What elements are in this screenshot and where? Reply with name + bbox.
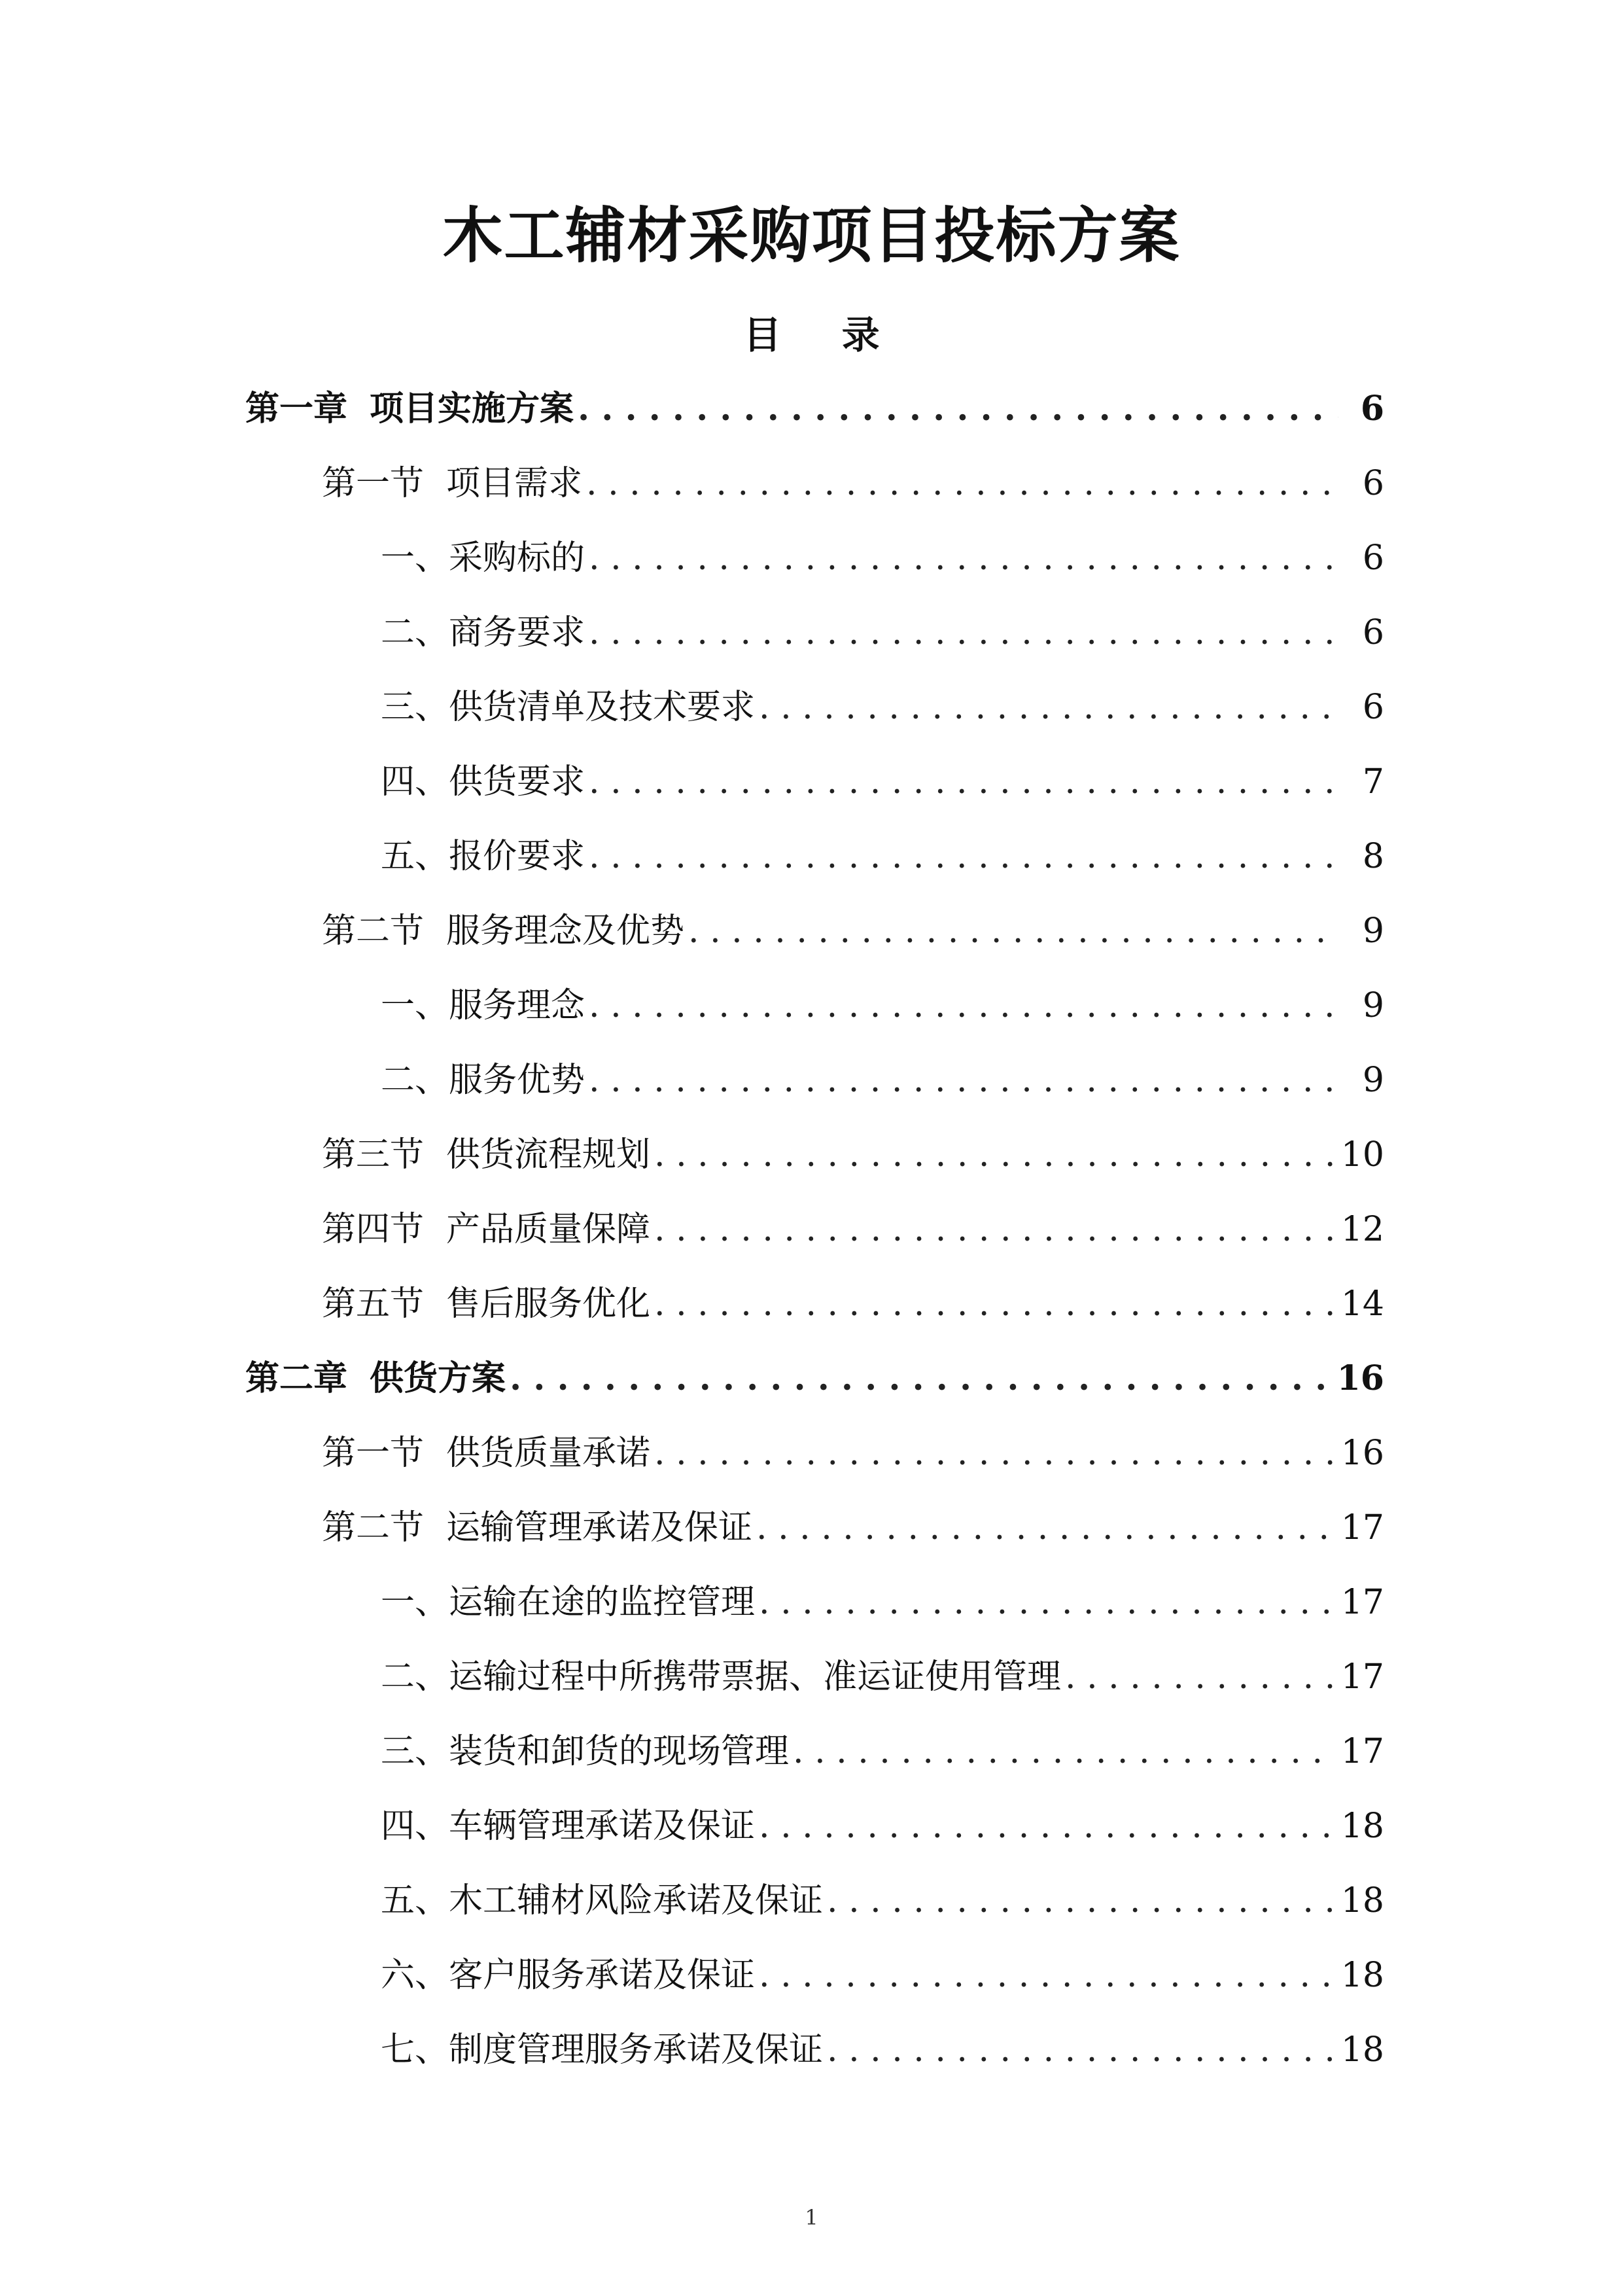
toc-dot-leader xyxy=(1065,1648,1335,1706)
page-number: 1 xyxy=(805,2205,818,2230)
toc-entry-page: 16 xyxy=(1336,1358,1384,1398)
toc-entry-number: 第四节 xyxy=(322,1210,425,1249)
toc-entry-page: 18 xyxy=(1340,1807,1384,1846)
toc-entry-title: 运输过程中所携带票据、准运证使用管理 xyxy=(449,1657,1062,1697)
toc-heading: 目 录 xyxy=(743,313,903,357)
toc-dot-leader xyxy=(654,1200,1335,1259)
toc-entry-title: 运输在途的监控管理 xyxy=(449,1583,756,1622)
toc-entry-title: 商务要求 xyxy=(449,613,585,652)
toc-entry-number: 第五节 xyxy=(322,1284,425,1324)
toc-entry-page: 9 xyxy=(1362,911,1384,951)
toc-entry-number: 五、 xyxy=(381,1881,449,1920)
toc-entry-number: 第一节 xyxy=(322,464,425,503)
toc-entry-page: 17 xyxy=(1340,1508,1384,1547)
toc-entry-number: 七、 xyxy=(381,2030,449,2070)
toc-dot-leader xyxy=(793,1722,1335,1781)
toc-dot-leader xyxy=(589,976,1338,1035)
toc-entry[interactable] xyxy=(381,1648,1384,1706)
toc-entry[interactable] xyxy=(381,1797,1384,1856)
toc-dot-leader xyxy=(827,2021,1335,2079)
toc-entry-title: 服务理念 xyxy=(449,986,585,1025)
toc-entry-page: 6 xyxy=(1362,613,1384,652)
toc-entry[interactable] xyxy=(245,1349,1384,1408)
toc-dot-leader xyxy=(756,1498,1335,1557)
toc-entry-page: 18 xyxy=(1340,2030,1384,2070)
toc-entry-title: 供货流程规划 xyxy=(446,1135,651,1174)
toc-entry[interactable] xyxy=(322,1424,1384,1483)
toc-dot-leader xyxy=(589,1051,1338,1110)
toc-dot-leader xyxy=(759,678,1338,737)
toc-entry[interactable] xyxy=(381,1871,1384,1930)
toc-entry[interactable] xyxy=(381,752,1384,811)
toc-dot-leader xyxy=(578,380,1338,438)
toc-entry-number: 第三节 xyxy=(322,1135,425,1174)
toc-dot-leader xyxy=(688,902,1338,961)
toc-entry[interactable] xyxy=(245,380,1384,438)
toc-dot-leader xyxy=(654,1275,1335,1333)
toc-entry-page: 6 xyxy=(1360,389,1384,429)
toc-dot-leader xyxy=(510,1349,1331,1408)
toc-entry-number: 三、 xyxy=(381,1732,449,1771)
toc-entry[interactable] xyxy=(381,1051,1384,1110)
toc-entry-page: 8 xyxy=(1362,837,1384,876)
toc-entry[interactable] xyxy=(381,827,1384,886)
toc-entry[interactable] xyxy=(322,454,1384,513)
toc-dot-leader xyxy=(589,827,1338,886)
toc-entry-title: 项目需求 xyxy=(446,464,583,503)
toc-dot-leader xyxy=(759,1946,1335,2005)
toc-entry-number: 四、 xyxy=(381,762,449,802)
toc-entry-title: 供货要求 xyxy=(449,762,585,802)
toc-entry-page: 6 xyxy=(1362,464,1384,503)
toc-entry[interactable] xyxy=(381,529,1384,588)
toc-entry[interactable] xyxy=(381,603,1384,662)
toc-entry-page: 18 xyxy=(1340,1956,1384,1995)
toc-entry-number: 第二节 xyxy=(322,1508,425,1547)
toc-entry[interactable] xyxy=(322,1498,1384,1557)
toc-entry[interactable] xyxy=(381,2021,1384,2079)
toc-entry-page: 14 xyxy=(1340,1284,1384,1324)
toc-entry-title: 装货和卸货的现场管理 xyxy=(449,1732,790,1771)
toc-entry-page: 9 xyxy=(1362,986,1384,1025)
toc-entry-title: 车辆管理承诺及保证 xyxy=(449,1807,756,1846)
toc-entry-page: 10 xyxy=(1340,1135,1384,1174)
toc-entry-number: 六、 xyxy=(381,1956,449,1995)
toc-dot-leader xyxy=(589,603,1338,662)
toc-dot-leader xyxy=(759,1573,1335,1632)
toc-entry-number: 一、 xyxy=(381,986,449,1025)
toc-entry-title: 售后服务优化 xyxy=(446,1284,651,1324)
toc-entry-title: 客户服务承诺及保证 xyxy=(449,1956,756,1995)
toc-entry-title: 产品质量保障 xyxy=(446,1210,651,1249)
toc-entry-number: 四、 xyxy=(381,1807,449,1846)
toc-entry-number: 第二章 xyxy=(245,1358,348,1398)
toc-entry-title: 木工辅材风险承诺及保证 xyxy=(449,1881,824,1920)
document-title: 木工辅材采购项目投标方案 xyxy=(442,200,1181,271)
toc-entry-title: 报价要求 xyxy=(449,837,585,876)
toc-entry-page: 7 xyxy=(1362,762,1384,802)
toc-entry-number: 一、 xyxy=(381,539,449,578)
toc-entry-page: 9 xyxy=(1362,1061,1384,1100)
toc-dot-leader xyxy=(654,1125,1335,1184)
toc-entry[interactable] xyxy=(322,1275,1384,1333)
toc-entry-title: 运输管理承诺及保证 xyxy=(446,1508,753,1547)
toc-entry-number: 一、 xyxy=(381,1583,449,1622)
toc-entry-title: 服务理念及优势 xyxy=(446,911,685,951)
toc-entry-title: 供货清单及技术要求 xyxy=(449,688,756,727)
toc-dot-leader xyxy=(759,1797,1335,1856)
toc-entry-title: 采购标的 xyxy=(449,539,585,578)
toc-entry-title: 项目实施方案 xyxy=(370,389,574,429)
toc-entry-page: 17 xyxy=(1340,1732,1384,1771)
toc-entry-page: 17 xyxy=(1340,1583,1384,1622)
toc-entry-number: 第一节 xyxy=(322,1434,425,1473)
toc-entry-page: 18 xyxy=(1340,1881,1384,1920)
toc-entry-title: 制度管理服务承诺及保证 xyxy=(449,2030,824,2070)
toc-entry-page: 12 xyxy=(1340,1210,1384,1249)
toc-dot-leader xyxy=(654,1424,1335,1483)
toc-entry[interactable] xyxy=(381,1946,1384,2005)
toc-entry-number: 第二节 xyxy=(322,911,425,951)
toc-entry-title: 供货方案 xyxy=(370,1358,506,1398)
toc-entry-page: 6 xyxy=(1362,539,1384,578)
toc-entry[interactable] xyxy=(322,1200,1384,1259)
toc-entry-number: 三、 xyxy=(381,688,449,727)
toc-entry-title: 供货质量承诺 xyxy=(446,1434,651,1473)
toc-dot-leader xyxy=(827,1871,1335,1930)
toc-entry-page: 17 xyxy=(1340,1657,1384,1697)
toc-entry-page: 16 xyxy=(1340,1434,1384,1473)
toc-entry[interactable] xyxy=(381,976,1384,1035)
toc-entry[interactable] xyxy=(381,678,1384,737)
toc-dot-leader xyxy=(589,529,1338,588)
toc-entry[interactable] xyxy=(381,1573,1384,1632)
toc-entry[interactable] xyxy=(322,1125,1384,1184)
toc-entry[interactable] xyxy=(381,1722,1384,1781)
toc-entry-number: 二、 xyxy=(381,1657,449,1697)
toc-entry-number: 五、 xyxy=(381,837,449,876)
toc-dot-leader xyxy=(589,752,1338,811)
toc-entry-number: 第一章 xyxy=(245,389,348,429)
toc-entry-page: 6 xyxy=(1362,688,1384,727)
toc-dot-leader xyxy=(586,454,1338,513)
toc-entry-number: 二、 xyxy=(381,613,449,652)
toc-entry-title: 服务优势 xyxy=(449,1061,585,1100)
toc-entry-number: 二、 xyxy=(381,1061,449,1100)
toc-entry[interactable] xyxy=(322,902,1384,961)
